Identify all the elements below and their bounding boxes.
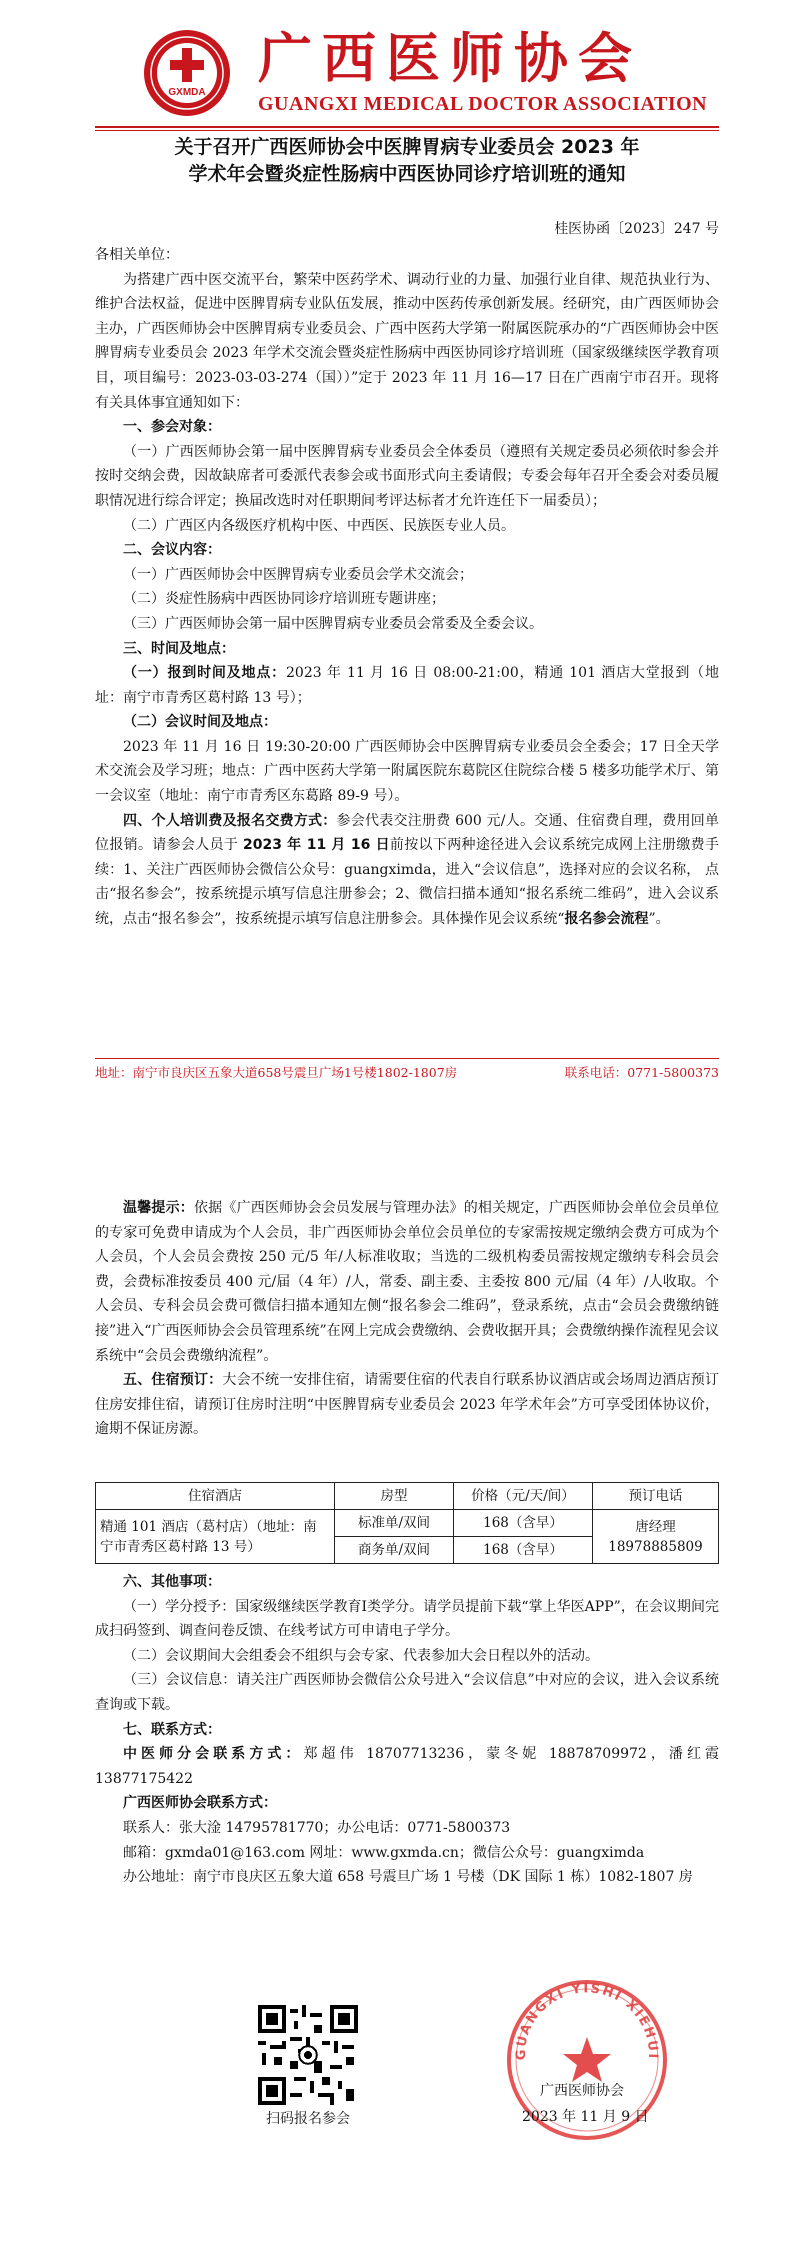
section-3-item-1-text: 2023 年 11 月 16 日 08:00-21:00，精通 101 酒店大堂报到（地址：南宁市青秀区葛村路 13 号）； [95, 665, 719, 706]
seal-organization: 广西医师协会 [540, 2083, 624, 2099]
org-name-cn: 广西医师协会 [258, 26, 642, 90]
footer-divider [95, 1058, 719, 1059]
section-4-text-b: 前按以下两种途径进入会议系统完成网上注册缴费手续：1、关注广西医师协会微信公众号：guangximda，进入“会议信息”，选择对应的会议名称， 点击“报名参会”，按系统提示填写信息注册参会；2、微信扫描本通知“报名系统二维码”，进入会议系统，点击“报名参会”，按系统提示填写信息注册参会。具体操作见会议系统“ [95, 837, 720, 928]
footer-address: 地址：南宁市良庆区五象大道658号震旦广场1号楼1802-1807房 [95, 1065, 458, 1080]
notice-body-page2-b [95, 1570, 719, 1890]
reminder-text: 依据《广西医师协会会员发展与管理办法》的相关规定，广西医师协会单位会员单位的专家可免费申请成为个人会员，非广西医师协会单位会员单位的专家需按规定缴纳会费方可成为个人会员，个人会员会费按 250 元/5 年/人标准收取；当选的二级机构委员需按规定缴纳专科会员会费，会费标准按委员 400 元/届（4 年）/人，常委、副主委、主委按 800 元/届（4 年）/人收取。个人会员、专科会员会费可微信扫描本通知左侧“报名参会二维码”，登录系统，点击“会员会费缴纳链接”进入“广西医师协会会员管理系统”在网上完成会费缴纳、会费收据开具；会费缴纳操作流程见会议系统中“会员会费缴纳流程”。 [95, 1200, 720, 1364]
header-divider [95, 126, 719, 128]
section-3-title: 三、时间及地点： [123, 640, 235, 657]
section-4-flow: 报名参会流程 [564, 911, 649, 928]
contact-office-address: 办公地址：南宁市良庆区五象大道 658 号震旦广场 1 号楼（DK 国际 1 栋）1082-1807 房 [123, 1869, 693, 1886]
section-4-deadline: 2023 年 11 月 16 日 [243, 837, 390, 854]
room-type-cell: 标准单/双间 [335, 1510, 454, 1537]
intro-paragraph: 为搭建广西中医交流平台，繁荣中医药学术、调动行业的力量、加强行业自律、规范执业行为、维护合法权益，促进中医脾胃病专业队伍发展，推动中医药传承创新发展。经研究，由广西医师协会主办，广西医师协会中医脾胃病专业委员会、广西中医药大学第一附属医院承办的“广西医师协会中医脾胃病专业委员会 2023 年学术交流会暨炎症性肠病中西医协同诊疗培训班（国家级继续医学教育项目，项目编号：2023-03-03-274（国））”定于 2023 年 11 月 16—17 日在广西南宁市召开。现将有关具体事宜通知如下： [95, 271, 719, 411]
issue-date: 2023 年 11 月 9 日 [522, 2109, 649, 2125]
table-header-row [96, 1483, 719, 1510]
section-4-text-a: 参会代表交注册费 600 元/人。交通、住宿费自理，费用回单位报销。请参会人员于 [95, 812, 720, 854]
hotel-name-cell: 精通 101 酒店（葛村店）（地址：南宁市青秀区葛村路 13 号） [96, 1510, 335, 1564]
table-header-cell: 预订电话 [593, 1483, 719, 1510]
hotel-table-wrap [95, 1482, 719, 1564]
section-5-text: 大会不统一安排住宿，请需要住宿的代表自行联系协议酒店或会场周边酒店预订住房安排住宿，请预订住房时注明“中医脾胃病专业委员会 2023 年学术年会”方可享受团体协议价，逾期不保证房源。 [95, 1372, 720, 1438]
section-5 [95, 1368, 719, 1442]
table-header-cell: 住宿酒店 [96, 1483, 335, 1510]
qr-caption: 扫码报名参会 [266, 2111, 350, 2127]
contact-branch-text: 郑超伟 18707713236，蒙冬妮 18878709972，潘红霞 13877175422 [95, 1746, 720, 1787]
table-header-cell: 价格（元/天/间） [454, 1483, 593, 1510]
booking-phone: 18978885809 [608, 1538, 703, 1555]
room-type-cell: 商务单/双间 [335, 1537, 454, 1564]
section-4 [95, 809, 719, 932]
contact-email-web: 邮箱：gxmda01@163.com 网址：www.gxmda.cn；微信公众号：guangximda [123, 1844, 645, 1861]
section-2-item-2: （二）炎症性肠病中西医协同诊疗培训班专题讲座； [123, 591, 445, 608]
section-6-item-2: （二）会议期间大会组委会不组织与会专家、代表参加大会日程以外的活动。 [123, 1647, 599, 1664]
booking-contact-cell [593, 1510, 719, 1564]
reminder-label: 温馨提示： [123, 1200, 194, 1216]
section-3-item-2-label: （二）会议时间及地点： [123, 714, 277, 731]
association-logo [142, 28, 232, 118]
room-price-cell: 168（含早） [454, 1537, 593, 1564]
section-1-item-1: （一）广西医师协会第一届中医脾胃病专业委员会全体委员（遵照有关规定委员必须依时参会并按时交纳会费，因故缺席者可委派代表参会或书面形式向主委请假；专委会每年召开全委会对委员履职情况进行综合评定；换届改选时对任职期间考评达标者才允许连任下一届委员）； [95, 443, 719, 509]
section-5-title: 五、住宿预订： [123, 1372, 223, 1389]
section-3-item-1-label: （一）报到时间及地点： [123, 665, 286, 682]
document-number: 桂医协函〔2023〕247 号 [554, 221, 719, 237]
reminder-paragraph [95, 1196, 719, 1368]
section-6-title: 六、其他事项： [123, 1574, 221, 1590]
org-name-en: GUANGXI MEDICAL DOCTOR ASSOCIATION [258, 93, 708, 115]
booking-contact: 唐经理 [635, 1518, 676, 1535]
notice-title-line2: 学术年会暨炎症性肠病中西医协同诊疗培训班的通知 [188, 163, 626, 185]
svg-text:GUANGXI YISHI XIEHUI: GUANGXI YISHI XIEHUI [513, 1981, 661, 2061]
table-header-cell: 房型 [335, 1483, 454, 1510]
svg-text:GXMDA: GXMDA [168, 87, 206, 98]
hotel-table [95, 1482, 719, 1564]
section-6-item-1: （一）学分授予：国家级继续医学教育Ⅰ类学分。请学员提前下载“掌上华医APP”，在会议期间完成扫码签到、调查问卷反馈、在线考试方可申请电子学分。 [95, 1598, 719, 1640]
table-row [96, 1510, 719, 1537]
salutation: 各相关单位： [95, 247, 179, 263]
section-7-title: 七、联系方式： [123, 1721, 221, 1738]
section-1-item-2: （二）广西区内各级医疗机构中医、中西医、民族医专业人员。 [123, 517, 515, 534]
section-4-title: 四、个人培训费及报名交费方式： [123, 812, 337, 829]
section-3-item-1 [95, 661, 719, 710]
contact-person: 联系人：张大淦 14795781770；办公电话：0771-5800373 [123, 1819, 511, 1836]
room-price-cell: 168（含早） [454, 1510, 593, 1537]
contact-branch [95, 1742, 719, 1791]
footer-phone: 联系电话：0771-5800373 [564, 1065, 719, 1080]
contact-association-label: 广西医师协会联系方式： [123, 1795, 277, 1812]
section-6-item-3: （三）会议信息：请关注广西医师协会微信公众号进入“会议信息”中对应的会议，进入会议系统查询或下载。 [95, 1672, 719, 1713]
notice-title-line1: 关于召开广西医师协会中医脾胃病专业委员会 2023 年 [174, 136, 640, 158]
contact-branch-label: 中医师分会联系方式： [123, 1746, 304, 1763]
section-2-item-3: （三）广西医师协会第一届中医脾胃病专业委员会常委及全委会议。 [123, 615, 543, 632]
header-divider-thin [95, 130, 719, 131]
section-1-title: 一、参会对象： [123, 419, 221, 436]
notice-body-page2 [95, 1196, 719, 1442]
section-2-title: 二、会议内容： [123, 542, 221, 559]
section-4-text-c: ”。 [648, 911, 670, 928]
registration-qr-code[interactable] [258, 2005, 358, 2105]
section-2-item-1: （一）广西医师协会中医脾胃病专业委员会学术交流会； [123, 566, 473, 583]
section-3-item-2-text: 2023 年 11 月 16 日 19:30-20:00 广西医师协会中医脾胃病专业委员会全委会；17 日全天学术交流会及学习班；地点：广西中医药大学第一附属医院东葛院区住院综合楼 5 楼多功能学术厅、第一会议室（地址：南宁市青秀区东葛路 89-9 号）。 [95, 738, 719, 805]
notice-body-page1 [95, 243, 719, 932]
